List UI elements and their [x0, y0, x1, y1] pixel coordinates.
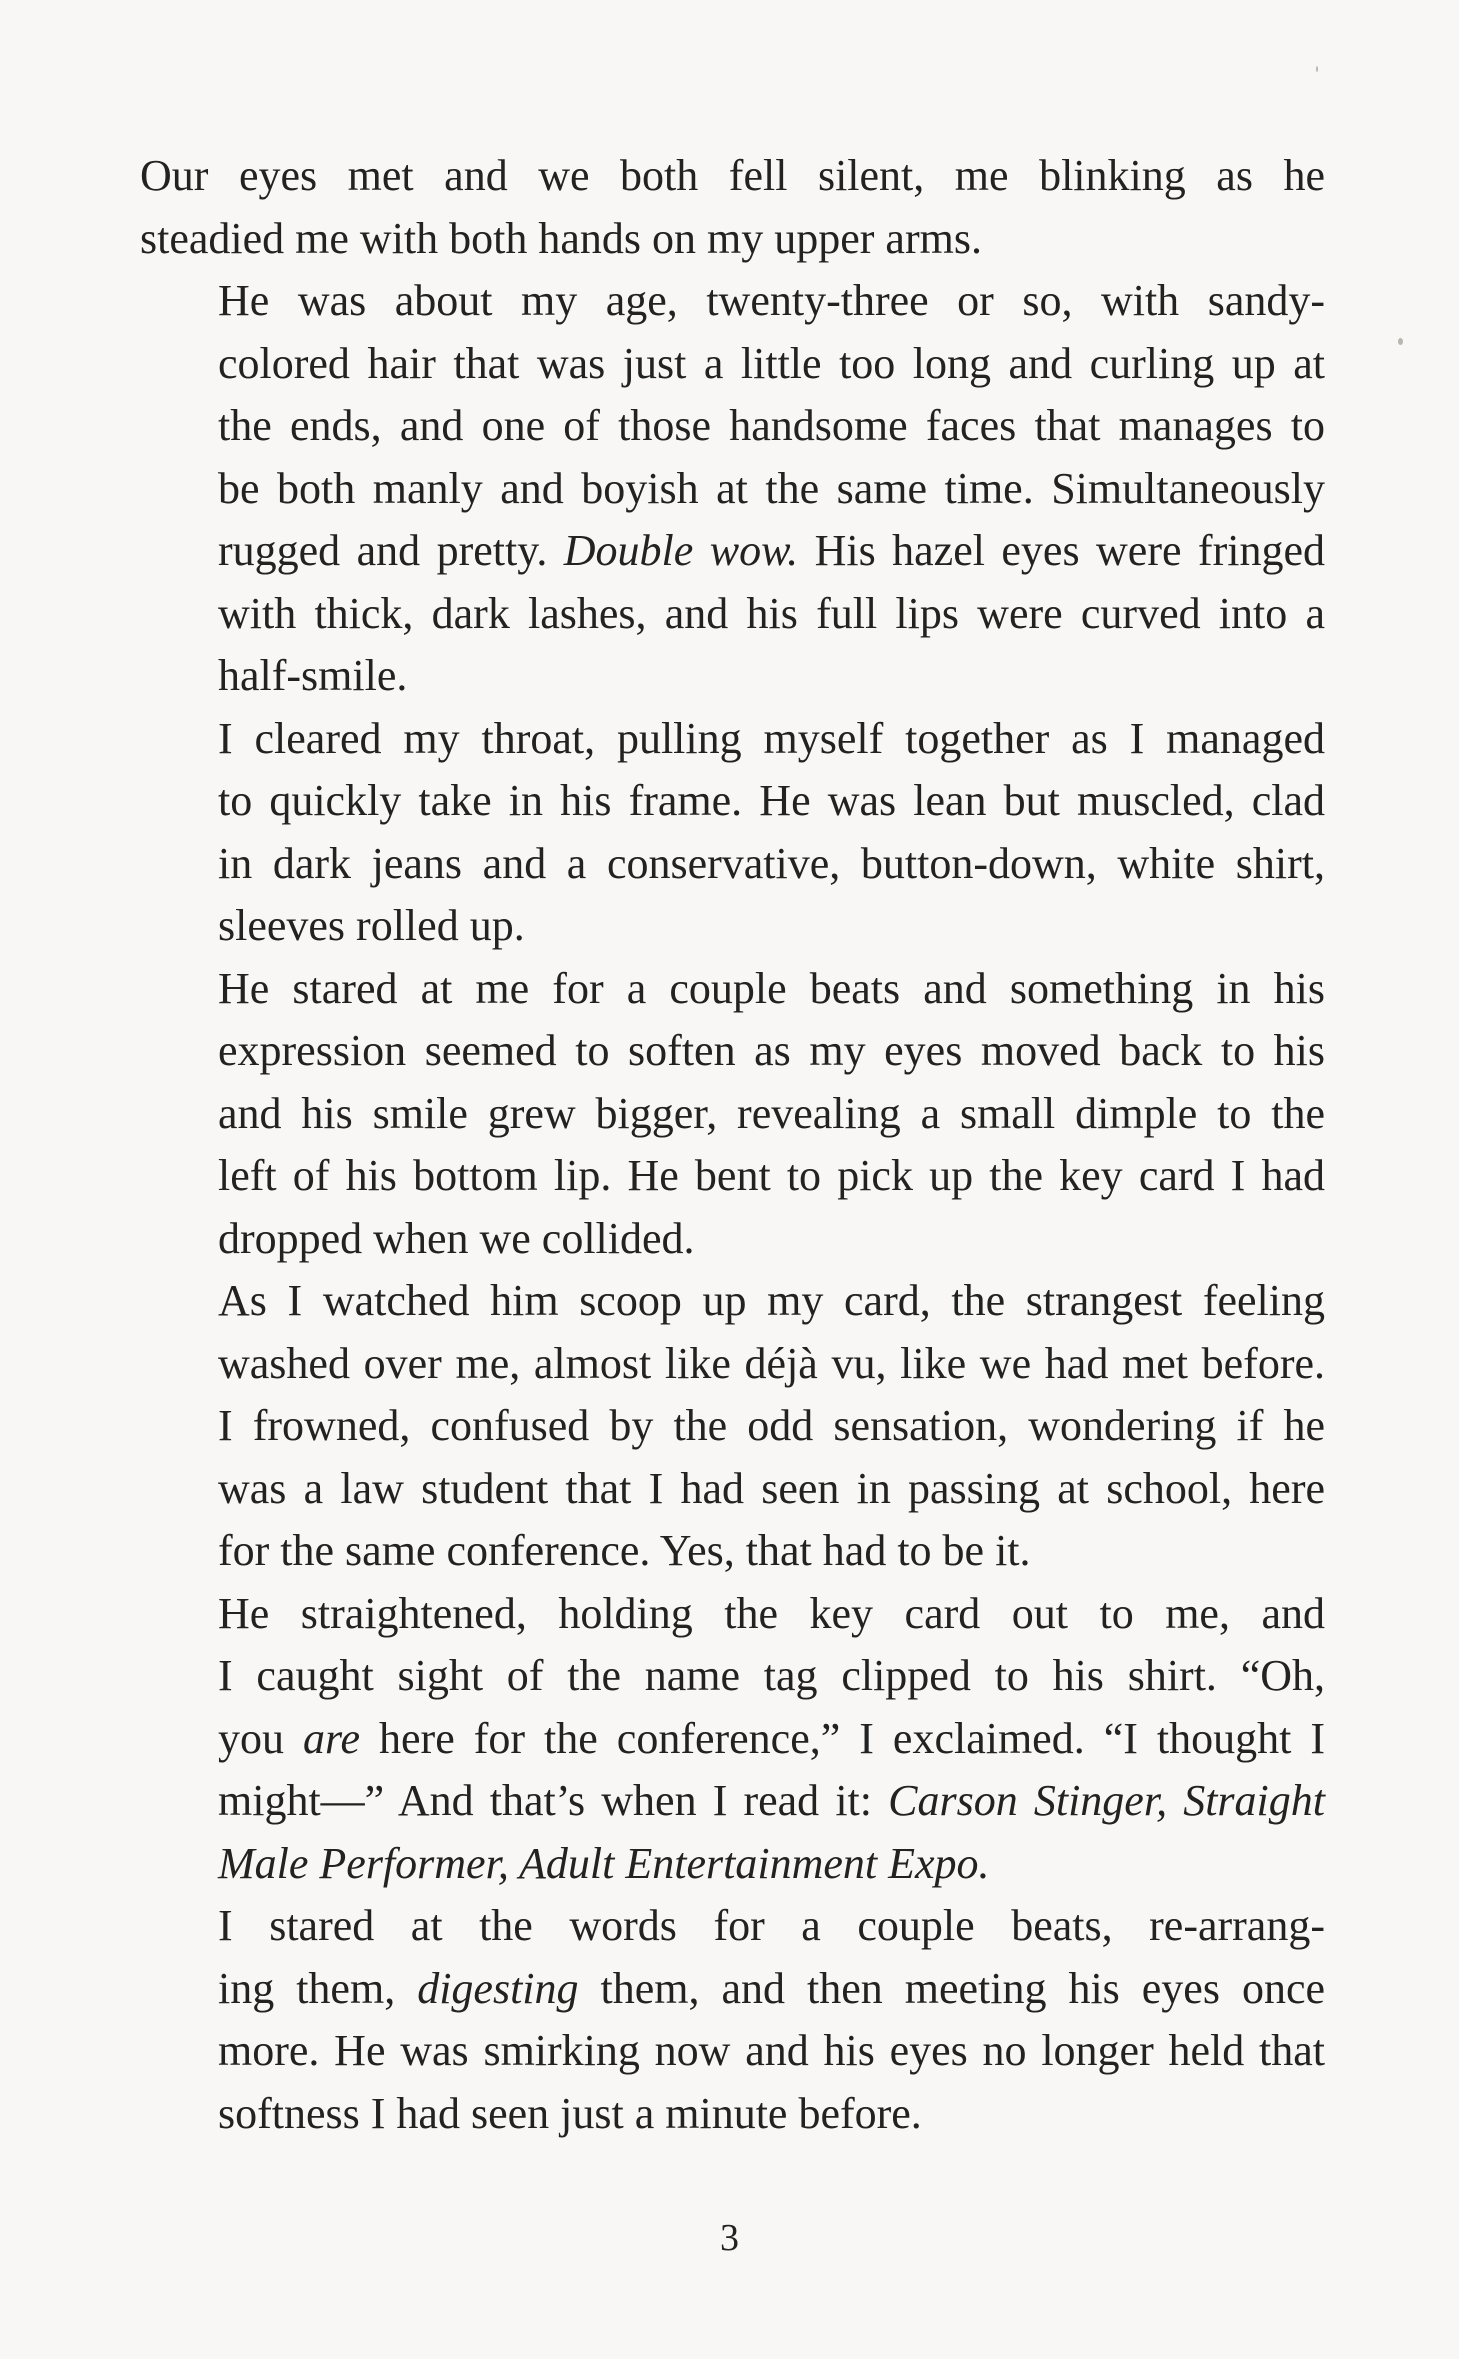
text-line [140, 270, 1325, 333]
text-segment: His hazel eyes were fringed [798, 526, 1325, 575]
text-segment: I frowned, confused by the odd sensation, wondering if he [218, 1401, 1325, 1450]
text-line [140, 1520, 1325, 1583]
italic-text: Carson Stinger, Straight [888, 1776, 1325, 1825]
body-text [140, 145, 1325, 2145]
text-line [140, 1770, 1325, 1833]
text-segment: be both manly and boyish at the same time. Simultaneously [218, 463, 1325, 513]
italic-text: Double wow. [563, 526, 799, 575]
text-line [140, 833, 1325, 896]
text-line [140, 708, 1325, 771]
text-line [140, 1458, 1325, 1521]
text-segment: might—” And that’s when I read it: [218, 1776, 889, 1825]
text-segment: sleeves rolled up. [218, 901, 525, 950]
text-line [140, 1145, 1325, 1208]
text-line [140, 770, 1325, 833]
page-number: 3 [720, 2217, 739, 2259]
text-segment: half-smile. [218, 651, 408, 700]
text-segment: here for the conference,” I exclaimed. “I thought I [360, 1713, 1325, 1763]
text-segment: softness I had seen just a minute before. [218, 2088, 922, 2138]
text-segment: expression seemed to soften as my eyes moved back to his [218, 1026, 1325, 1075]
text-segment: colored hair that was just a little too long and curling up at [218, 338, 1325, 388]
text-line [140, 1333, 1325, 1396]
text-line [140, 1895, 1325, 1958]
paragraph [140, 1583, 1325, 1896]
text-line [140, 1270, 1325, 1333]
paragraph [140, 1895, 1325, 2145]
scan-speck [1398, 338, 1403, 345]
italic-text: digesting [417, 1963, 579, 2013]
text-line [140, 1645, 1325, 1708]
text-segment: ing them, [218, 1963, 418, 2013]
text-segment: rugged and pretty. [218, 526, 564, 575]
text-line [140, 1833, 1325, 1896]
text-segment: He stared at me for a couple beats and something in his [218, 963, 1325, 1013]
paragraph [140, 145, 1325, 270]
text-line [140, 583, 1325, 646]
text-segment: left of his bottom lip. He bent to pick up the key card I had [218, 1151, 1325, 1200]
text-line [140, 1583, 1325, 1646]
scan-speck [1316, 66, 1318, 72]
text-segment: to quickly take in his frame. He was lean but muscled, clad [218, 776, 1325, 825]
text-segment: I caught sight of the name tag clipped to his shirt. “Oh, [218, 1651, 1325, 1700]
text-segment: As I watched him scoop up my card, the strangest feeling [218, 1276, 1325, 1325]
text-segment: dropped when we collided. [218, 1213, 695, 1263]
paragraph [140, 708, 1325, 958]
text-segment: you [218, 1713, 303, 1763]
paragraph [140, 958, 1325, 1271]
text-line [140, 1708, 1325, 1771]
text-segment: He was about my age, twenty-three or so, with sandy- [218, 276, 1325, 325]
text-line [140, 395, 1325, 458]
text-line [140, 520, 1325, 583]
text-line [140, 895, 1325, 958]
text-segment: washed over me, almost like déjà vu, like we had met before. [218, 1338, 1325, 1388]
text-segment: was a law student that I had seen in passing at school, here [218, 1463, 1325, 1513]
text-line [140, 1083, 1325, 1146]
text-line [140, 145, 1325, 208]
text-segment: them, and then meeting his eyes once [578, 1963, 1326, 2013]
text-line [140, 1020, 1325, 1083]
paragraph [140, 1270, 1325, 1583]
text-segment: the ends, and one of those handsome faces that manages to [218, 401, 1325, 450]
text-segment: Our eyes met and we both fell silent, me blinking as he [140, 151, 1325, 200]
text-line [140, 1958, 1325, 2021]
text-segment: I stared at the words for a couple beats, re-arrang- [218, 1901, 1325, 1950]
text-line [140, 333, 1325, 396]
text-segment: with thick, dark lashes, and his full lips were curved into a [218, 588, 1325, 638]
text-line [140, 958, 1325, 1021]
italic-text: are [303, 1713, 361, 1763]
text-line [140, 208, 1325, 271]
text-line [140, 2020, 1325, 2083]
text-segment: I cleared my throat, pulling myself together as I managed [218, 713, 1325, 763]
text-segment: and his smile grew bigger, revealing a small dimple to the [218, 1088, 1325, 1138]
italic-text: Male Performer, Adult Entertainment Expo. [218, 1838, 990, 1888]
text-line [140, 2083, 1325, 2146]
text-segment: more. He was smirking now and his eyes no longer held that [218, 2026, 1325, 2075]
text-line [140, 458, 1325, 521]
text-line [140, 1208, 1325, 1271]
text-line [140, 645, 1325, 708]
text-line [140, 1395, 1325, 1458]
paragraph [140, 270, 1325, 708]
text-segment: He straightened, holding the key card out to me, and [218, 1588, 1325, 1638]
text-segment: steadied me with both hands on my upper arms. [140, 213, 982, 263]
text-segment: in dark jeans and a conservative, button-down, white shirt, [218, 838, 1325, 888]
text-segment: for the same conference. Yes, that had to be it. [218, 1526, 1031, 1575]
